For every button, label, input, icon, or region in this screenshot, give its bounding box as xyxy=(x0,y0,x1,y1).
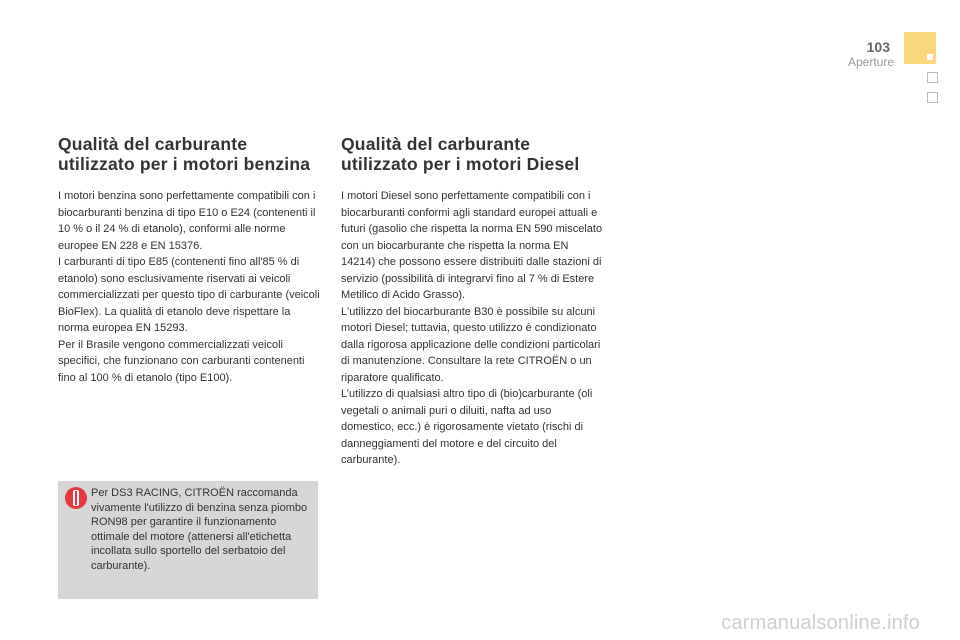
right-body xyxy=(341,188,603,469)
right-section-title: Qualità del carburante utilizzato per i motori Diesel xyxy=(341,134,580,174)
left-section-title: Qualità del carburante utilizzato per i motori benzina xyxy=(58,134,311,174)
left-column xyxy=(58,134,320,386)
chapter-tab-active[interactable] xyxy=(904,32,936,64)
section-name: Aperture xyxy=(847,55,894,69)
right-column xyxy=(341,134,603,469)
right-paragraph-2: L'utilizzo del biocarburante B30 è possibile su alcuni motori Diesel; tuttavia, questo utilizzo è condizionato dalla rigorosa applicazione delle condizioni particolari di manutenzione. Consultare la rete CITROËN o un riparatore qualificato. xyxy=(341,305,601,384)
right-paragraph-3: L’utilizzo di qualsiasi altro tipo di (bio)carburante (oli vegetali o animali puri o diluiti, nafta ad uso domestico, ecc.) è rigorosamente vietato (rischi di danneggiamenti del motore e del circuito del carburante). xyxy=(341,388,593,466)
chapter-tab-box-1[interactable] xyxy=(927,72,938,83)
exclamation-warning-icon xyxy=(65,487,87,509)
warning-text: Per DS3 RACING, CITROËN raccomanda vivamente l'utilizzo di benzina senza piombo RON98 per garantire il funzionamento ottimale del motore (attenersi all'etichetta incollata sullo sportello del serbatoio del carburante). xyxy=(91,487,308,572)
tab-marker-icon xyxy=(927,54,933,60)
left-paragraph-3: Per il Brasile vengono commercializzati veicoli specifici, che funzionano con carburanti contenenti fino al 100 % di etanolo (tipo E100). xyxy=(58,338,305,384)
right-paragraph-1: I motori Diesel sono perfettamente compatibili con i biocarburanti conformi agli standard europei attuali e futuri (gasolio che rispetta la norma EN 590 miscelato con un biocarburante che rispetta la norma EN 14214) che possono essere distribuiti dalle stazioni di servizio (possibilità di integrarvi fino al 7 % di Estere Metilico di Acido Grasso). xyxy=(341,190,603,301)
chapter-tab-box-2[interactable] xyxy=(927,92,938,103)
left-body xyxy=(58,188,320,386)
left-paragraph-2: I carburanti di tipo E85 (contenenti fino all'85 % di etanolo) sono esclusivamente riservati ai veicoli commercializzati per questo tipo di carburante (veicoli BioFlex). La qualità di etanolo deve rispettare la norma europea EN 15293. xyxy=(58,256,320,334)
left-paragraph-1: I motori benzina sono perfettamente compatibili con i biocarburanti benzina di tipo E10 o E24 (contenenti il 10 % o il 24 % di etanolo), conformi alle norme europee EN 228 e EN 15376. xyxy=(58,190,316,252)
watermark: carmanualsonline.info xyxy=(721,612,920,634)
page-number: 103 xyxy=(866,39,890,55)
warning-box xyxy=(58,481,318,599)
